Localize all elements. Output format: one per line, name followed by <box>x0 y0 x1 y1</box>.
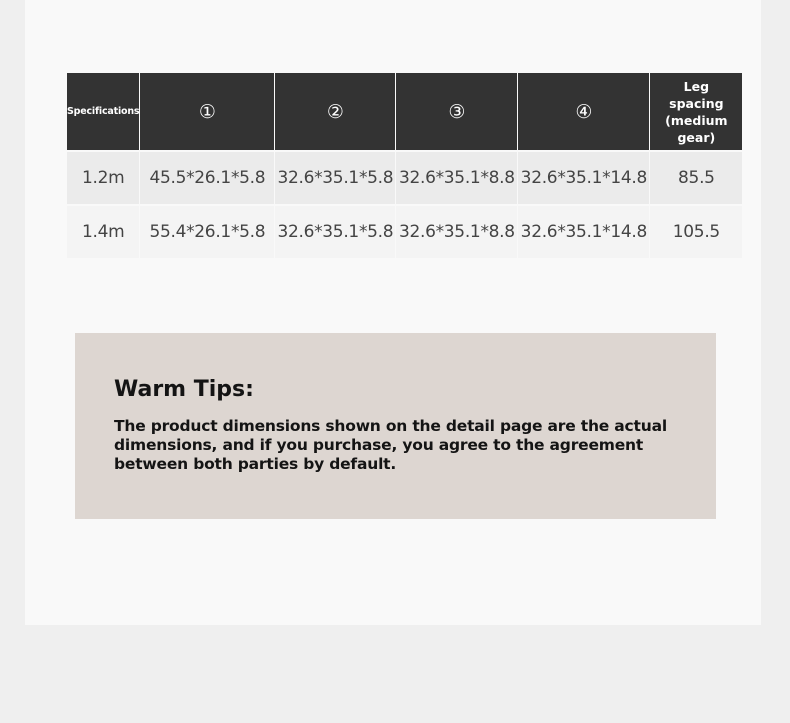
header-specifications: Specifications <box>67 73 139 152</box>
header-leg-spacing: Leg spacing (medium gear) <box>650 73 742 152</box>
specifications-table <box>66 73 743 258</box>
header-part-1: ① <box>140 73 274 152</box>
content-card <box>25 0 761 625</box>
table-header-row <box>67 73 742 152</box>
table-row <box>67 206 742 258</box>
table-cell: 32.6*35.1*14.8 <box>518 206 649 258</box>
table-cell: 32.6*35.1*8.8 <box>396 152 517 206</box>
warm-tips-title: Warm Tips: <box>114 377 254 402</box>
table-cell: 45.5*26.1*5.8 <box>140 152 274 206</box>
warm-tips-text: The product dimensions shown on the detail page are the actual dimensions, and if you purchase, you agree to the agreement between both parties by default. <box>114 417 667 473</box>
table-cell: 1.4m <box>67 206 139 258</box>
table-cell: 105.5 <box>650 206 742 258</box>
table-cell: 85.5 <box>650 152 742 206</box>
table-cell: 1.2m <box>67 152 139 206</box>
header-part-3: ③ <box>396 73 517 152</box>
table-row <box>67 152 742 206</box>
warm-tips-box <box>75 333 716 519</box>
table-cell: 32.6*35.1*5.8 <box>275 206 395 258</box>
table-cell: 55.4*26.1*5.8 <box>140 206 274 258</box>
table-cell: 32.6*35.1*14.8 <box>518 152 649 206</box>
table-cell: 32.6*35.1*8.8 <box>396 206 517 258</box>
header-part-2: ② <box>275 73 395 152</box>
table-cell: 32.6*35.1*5.8 <box>275 152 395 206</box>
header-part-4: ④ <box>518 73 649 152</box>
